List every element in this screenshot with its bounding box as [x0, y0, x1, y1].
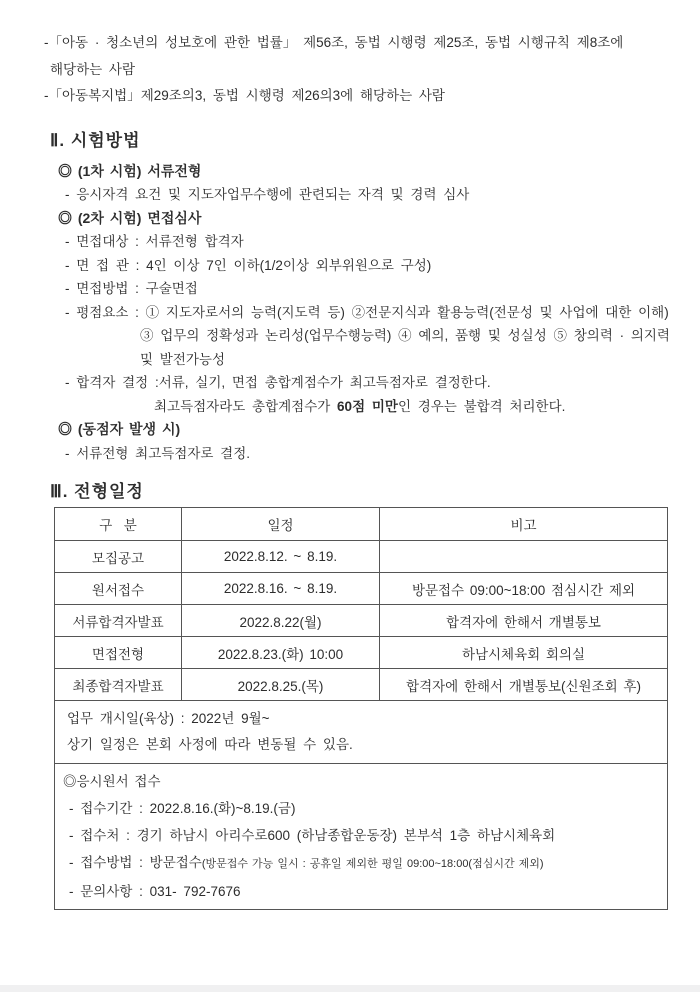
pass-decision-pre: 최고득점자라도 총합계점수가 — [154, 398, 338, 414]
table-row-start-note — [55, 701, 668, 764]
rating-factors-line-3: 및 발전가능성 — [140, 351, 225, 367]
cell-dates: 2022.8.12. ~ 8.19. — [182, 541, 380, 573]
apply-method-main: - 접수방법 : 방문접수 — [69, 855, 202, 870]
cell-remarks: 합격자에 한해서 개별통보(신원조회 후) — [380, 669, 668, 701]
table-row-document-result — [55, 605, 668, 637]
table-row-final-result — [55, 669, 668, 701]
pass-decision-line-1: - 합격자 결정 :서류, 실기, 면접 총합계점수가 최고득점자로 결정한다. — [65, 375, 491, 390]
round1-heading: ◎ (1차 시험) 서류전형 — [58, 162, 202, 179]
cell-category: 면접전형 — [55, 637, 182, 669]
round1-item: - 응시자격 요건 및 지도자업무수행에 관련되는 자격 및 경력 심사 — [65, 187, 470, 202]
interviewers-line: - 면 접 관 : 4인 이상 7인 이하(1/2이상 외부위원으로 구성) — [65, 257, 432, 273]
pass-decision-line-2 — [42, 395, 670, 419]
law-reference-line-1-cont: 해당하는 사람 — [50, 61, 135, 77]
cell-category: 모집공고 — [55, 541, 182, 573]
interview-target-line: - 면접대상 : 서류전형 합격자 — [65, 234, 244, 249]
rating-factors-line-2: ③ 업무의 정확성과 논리성(업무수행능력) ④ 예의, 품행 및 성실성 ⑤ 창의력 · 의지력 — [140, 328, 670, 343]
apply-contact-line: - 문의사항 : 031- 792-7676 — [69, 884, 241, 899]
table-row-announcement — [55, 541, 668, 573]
schedule-table — [54, 507, 668, 910]
round2-heading: ◎ (2차 시험) 면접심사 — [58, 209, 202, 226]
tie-item: - 서류전형 최고득점자로 결정. — [65, 445, 250, 461]
interview-method-line: - 면접방법 : 구술면접 — [65, 281, 198, 296]
table-row-apply-info — [55, 764, 668, 910]
cell-category: 원서접수 — [55, 573, 182, 605]
cell-remarks: 방문접수 09:00~18:00 점심시간 제외 — [380, 573, 668, 605]
work-start-date-line: 업무 개시일(육상) : 2022년 9월~ — [67, 711, 270, 726]
apply-heading: ◎응시원서 접수 — [63, 774, 161, 789]
table-row-interview — [55, 637, 668, 669]
header-cell-remarks: 비고 — [380, 508, 668, 541]
table-row-application — [55, 573, 668, 605]
cell-dates: 2022.8.16. ~ 8.19. — [182, 573, 380, 605]
page-bottom-edge — [0, 985, 700, 992]
cell-dates: 2022.8.25.(목) — [182, 669, 380, 701]
start-note-cell — [55, 701, 668, 764]
apply-method-detail: (방문접수 가능 일시 : 공휴일 제외한 평일 09:00~18:00(점심시간 제외) — [201, 858, 544, 870]
apply-period-line: - 접수기간 : 2022.8.16.(화)~8.19.(금) — [69, 801, 296, 816]
cell-category: 최종합격자발표 — [55, 669, 182, 701]
section-title-schedule: Ⅲ. 전형일정 — [50, 482, 144, 501]
tie-heading: ◎ (동점자 발생 시) — [58, 421, 181, 437]
cell-remarks: 합격자에 한해서 개별통보 — [380, 605, 668, 637]
cell-remarks — [380, 541, 668, 573]
minimum-score-bold: 60점 미만 — [337, 398, 398, 414]
apply-place-line: - 접수처 : 경기 하남시 아리수로600 (하남종합운동장) 본부석 1층 하남시체육회 — [69, 828, 556, 843]
cell-dates: 2022.8.23.(화) 10:00 — [182, 637, 380, 669]
schedule-change-note-line: 상기 일정은 본회 사정에 따라 변동될 수 있음. — [67, 737, 353, 752]
cell-remarks: 하남시체육회 회의실 — [380, 637, 668, 669]
rating-factors-line-1: - 평점요소 : ① 지도자로서의 능력(지도력 등) ②전문지식과 활용능력(전문성 및 사업에 대한 이해) — [65, 304, 669, 320]
header-cell-dates: 일정 — [182, 508, 380, 541]
pass-decision-post: 인 경우는 불합격 처리한다. — [397, 398, 566, 414]
section-title-exam-method: Ⅱ. 시험방법 — [50, 130, 141, 150]
table-header-row — [55, 508, 668, 541]
header-cell-category: 구 분 — [55, 508, 182, 541]
law-reference-line-1: -「아동 · 청소년의 성보호에 관한 법률」 제56조, 동법 시행령 제25조, 동법 시행규칙 제8조에 — [44, 35, 624, 50]
apply-info-cell — [55, 764, 668, 910]
cell-category: 서류합격자발표 — [55, 605, 182, 637]
cell-dates: 2022.8.22(월) — [182, 605, 380, 637]
apply-method-line — [63, 849, 661, 878]
law-reference-line-2: -「아동복지법」제29조의3, 동법 시행령 제26의3에 해당하는 사람 — [44, 88, 445, 103]
